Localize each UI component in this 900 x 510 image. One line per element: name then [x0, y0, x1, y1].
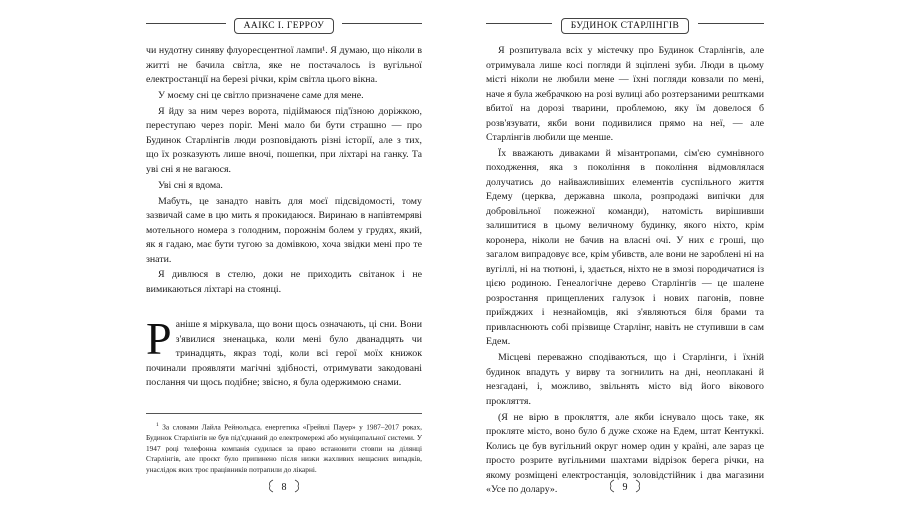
footnote-rule [146, 413, 422, 414]
drop-cap: Р [146, 313, 172, 364]
bracket-ornament-left-icon [607, 479, 615, 493]
running-head-rule-left [486, 23, 552, 24]
page-number-right [486, 476, 764, 493]
paragraph: Їх вважають диваками й мізантропами, сім'єю сумнівного походження, яка з покоління в покоління відмовлялася долучатись до найважливіших елементів суспільного життя Едему (церква, державна школа, розпродажі випічки для добровільної пожежної команди), натомість вирішивши залишитися в цьому величному будинку, якого ніхто, крім коронера, ніколи не бачив на власні очі. У них є гроші, що загалом випрадовує все, крім убивств, але вони не зароблені ні на вугіллі, ні на тютюні, і, здається, ніхто не в змозі породичатися із цією родиною. Генеалогічне дерево Старлінгів — це шалене розростання прищеплених галузок і нових пагонів, повне приїжджих і незнайомців, які з'являються біля брами та привласнюють собі прізвище Старлінг, навіть не ступивши в сам Едем. [486, 147, 764, 348]
running-head-title [486, 15, 764, 31]
paragraph: (Я не вірю в прокляття, але якби існувало щось таке, як прокляте місто, воно було б дуже схоже на Едем, штат Кентуккі. Колись це був вугільний округ номер один у країні, але зараз це просто розрите вугільними шахтами відрізок берега річки, на якому розміщені електростанція, золовідстійник і два магазини «Усе по долару». [486, 411, 764, 496]
footnote-marker: 1 [156, 422, 159, 428]
paragraph: чи нудотну синяву флуоресцентної лампи¹. Я думаю, що ніколи в житті не бачила світла, яке не постачалось із вугільної електростанції на березі річки, крім світла цього вікна. [146, 45, 422, 85]
page-number-label: 8 [281, 482, 287, 493]
running-head-author-label: ААІКС І. ГЕРРОУ [234, 18, 335, 34]
page-number-left [146, 476, 422, 493]
paragraph: Місцеві переважно сподіваються, що і Старлінги, і їхній будинок впадуть у вирву та зогнилить на дні, неоплакані й незгадані, і, можливо, звільнять місто від його вікового прокляття. [486, 352, 764, 407]
running-head-title-label: БУДИНОК СТАРЛІНГІВ [561, 18, 689, 34]
paragraph: Я розпитувала всіх у містечку про Будинок Старлінгів, але отримувала лише косі погляди й зціплені зуби. Люди в цьому місті ніколи не любили мене — їхні погляди ковзали по мені, наче я була жебрачкою на розі вулиці або розтерзаними рештками вбитої на дорозі тварини, проблемою, яку їм довелося б розв'язувати, якби вони подивилися прямо на неї, — але Старлінгів любили ще менше. [486, 45, 764, 143]
paragraph: Уві сні я вдома. [158, 179, 223, 191]
bracket-ornament-left-icon [266, 479, 274, 493]
running-head-author [146, 15, 422, 31]
running-head-rule-right [698, 23, 764, 24]
left-page [146, 0, 422, 510]
bracket-ornament-right-icon [635, 479, 643, 493]
paragraph: У моєму сні це світло призначене саме для мене. [158, 89, 364, 101]
paragraph: Мабуть, це занадто навіть для моєї підсвідомості, тому зазвичай саме в цю мить я прокидаюся. Виринаю в напівтемряві мотельного номера з голодним, порожнім болем у грудях, який, як я гадаю, має бути тугою за домівкою, хоча звідки мені про те знати. [146, 195, 422, 265]
section-opening [146, 313, 422, 391]
running-head-rule-left [146, 23, 226, 24]
left-body-text [146, 44, 422, 299]
page-number-label: 9 [622, 482, 628, 493]
footnote [146, 420, 422, 475]
paragraph: Я дивлюся в стелю, доки не приходить світанок і не вимикаються ліхтарі на стоянці. [146, 269, 422, 295]
section-opening-text: аніше я міркувала, що вони щось означають, ці сни. Вони з'явилися зненацька, коли мені було дванадцять чи тринадцять, якраз тоді, коли всі герої моїх книжок починали проявляти магічні здібності, отримувати закодовані послання чи щось подібне; звісно, я була одержимою снами. [146, 319, 422, 388]
right-page [486, 0, 764, 510]
running-head-rule-right [342, 23, 422, 24]
paragraph: Я йду за ним через ворота, підіймаюся під'їзною доріжкою, переступаю через поріг. Мені мало би бути страшно — про Будинок Старлінгів люди розповідають різні історії, але з тих, що їх розказують лише вночі, пошепки, при ліхтарі на ганку. Та уві сні я не вагаюся. [146, 105, 422, 175]
right-body-text [486, 44, 764, 499]
footnote-text: За словами Лайла Рейнольдса, енергетика «Грейвлі Пауер» у 1987–2017 роках, Будинок Старлінгів не був під'єднаний до електромережі або муніципальної системи. У 1947 році телефонна компанія судилася за право встановити стовпи на ділянці Старлінгів, але проєкт було припинено після низки жахливих нещасних випадків, унаслідок яких троє працівників потрапили до лікарні. [146, 422, 422, 474]
bracket-ornament-right-icon [294, 479, 302, 493]
